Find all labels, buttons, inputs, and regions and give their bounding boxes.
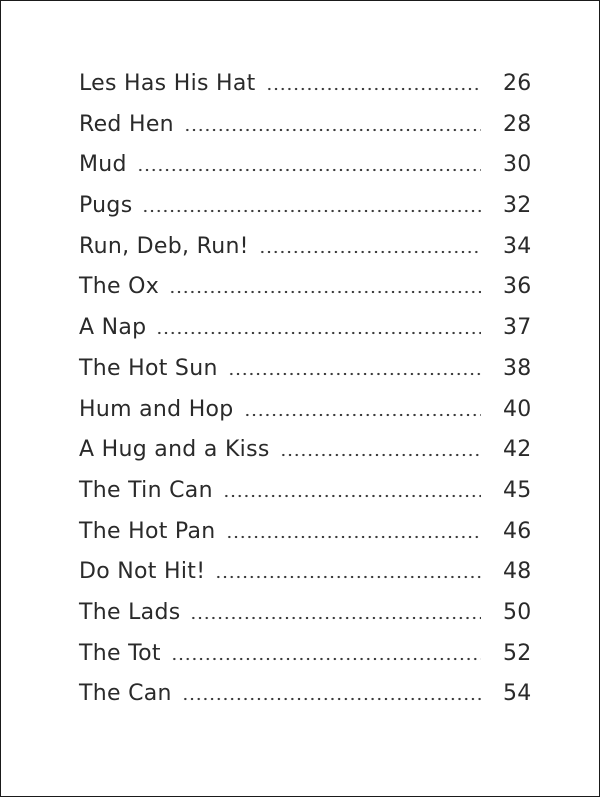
dot-leader [142,209,481,213]
toc-entry-page-number: 38 [503,355,532,381]
dot-leader [228,372,481,376]
toc-entry-title: The Can [79,681,172,707]
toc-entry-page-number: 52 [503,640,532,666]
toc-entry-title: The Tot [79,640,161,666]
toc-entry-title: Les Has His Hat [79,71,256,96]
toc-entry-page-number: 37 [503,315,532,341]
dot-leader [266,87,481,91]
toc-entry [79,519,541,560]
toc-entry [79,641,541,682]
dot-leader [215,575,481,579]
table-of-contents [79,71,541,722]
toc-entry-page-number: 42 [503,437,532,463]
toc-entry [79,437,541,478]
toc-entry-title: The Tin Can [79,477,213,503]
toc-entry [79,356,541,397]
toc-entry-page-number: 26 [503,71,532,96]
dot-leader [169,290,481,294]
toc-entry-title: The Hot Sun [79,355,218,381]
dot-leader [226,535,481,539]
toc-entry [79,234,541,275]
dot-leader [259,250,481,254]
toc-entry-page-number: 28 [503,111,532,137]
toc-entry-page-number: 40 [503,396,532,422]
toc-entry-page-number: 54 [503,681,532,707]
dot-leader [182,697,481,701]
toc-entry-title: Hum and Hop [79,396,234,422]
toc-entry-page-number: 36 [503,274,532,300]
dot-leader [156,331,481,335]
toc-entry-title: Do Not Hit! [79,559,206,585]
toc-entry-page-number: 34 [503,233,532,259]
toc-entry [79,397,541,438]
toc-entry-title: Pugs [79,193,133,219]
toc-entry [79,193,541,234]
toc-entry [79,600,541,641]
toc-entry-title: The Hot Pan [79,518,216,544]
toc-entry [79,559,541,600]
toc-entry [79,681,541,722]
toc-entry-page-number: 48 [503,559,532,585]
toc-entry-title: A Hug and a Kiss [79,437,270,463]
toc-entry-title: The Ox [79,274,160,300]
toc-entry-title: A Nap [79,315,147,341]
toc-entry [79,478,541,519]
dot-leader [223,494,481,498]
dot-leader [190,616,481,620]
dot-leader [171,657,481,661]
toc-entry-title: The Lads [79,599,181,625]
dot-leader [137,168,481,172]
toc-entry-page-number: 46 [503,518,532,544]
toc-entry-title: Run, Deb, Run! [79,233,249,259]
toc-entry-page-number: 32 [503,193,532,219]
toc-entry-page-number: 30 [503,152,532,178]
toc-entry-page-number: 50 [503,599,532,625]
toc-entry-page-number: 45 [503,477,532,503]
dot-leader [184,128,481,132]
toc-entry-title: Red Hen [79,111,174,137]
dot-leader [244,413,481,417]
toc-entry [79,274,541,315]
toc-entry [79,152,541,193]
toc-entry-title: Mud [79,152,127,178]
toc-entry [79,315,541,356]
toc-entry [79,71,541,112]
dot-leader [280,453,481,457]
toc-entry [79,112,541,153]
